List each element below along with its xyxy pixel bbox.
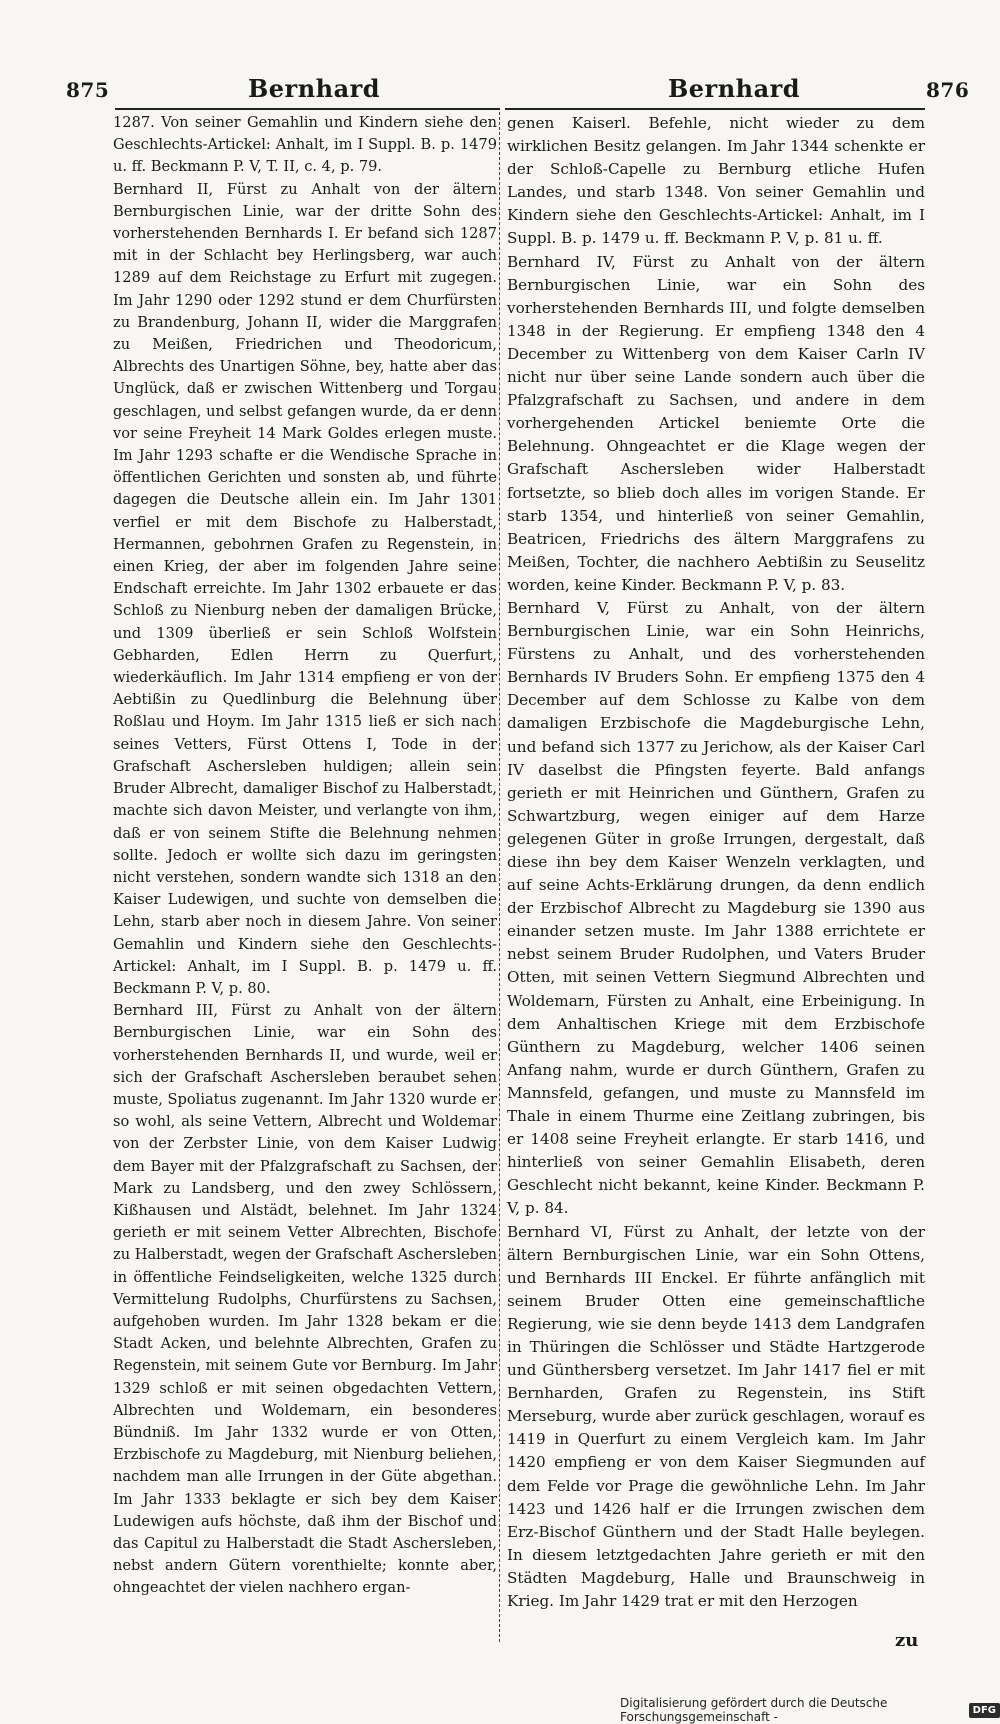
- header-rule-right: [505, 108, 925, 110]
- right-column: [507, 112, 925, 1613]
- entry-bernhard-v: Bernhard V, Fürst zu Anhalt, von der ältern Bernburgischen Linie, war ein Sohn Heinrichs, Fürstens zu Anhalt, und des vorherstehenden Bernhards IV Bruders Sohn. Er empfieng 1375 den 4 December auf dem Schlosse zu Kalbe von dem damaligen Erzbischofe die Magdeburgische Lehn, und befand sich 1377 zu Jerichow, als der Kaiser Carl IV daselbst die Pfingsten feyerte. Bald anfangs gerieth er mit Heinrichen und Günthern, Grafen zu Schwartzburg, wegen einiger auf dem Harze gelegenen Güter in große Irrungen, dergestalt, daß diese ihn bey dem Kaiser Wenzeln verklagten, und auf seine Achts-Erklärung drungen, da denn endlich der Erzbischof Albrecht zu Magdeburg sie 1390 aus einander setzen muste. Im Jahr 1388 errichtete er nebst seinem Bruder Rudolphen, und Vaters Bruder Otten, mit seinen Vettern Siegmund Albrechten und Woldemarn, Fürsten zu Anhalt, eine Erbeinigung. In dem Anhaltischen Kriege mit dem Erzbischofe Günthern zu Magdeburg, welcher 1406 seinen Anfang nahm, wurde er durch Günthern, Grafen zu Mannsfeld, gefangen, und muste zu Mannsfeld im Thale in einem Thurme eine Zeitlang zubringen, bis er 1408 seine Freyheit erlangte. Er starb 1416, und hinterließ von seiner Gemahlin Elisabeth, deren Geschlecht nicht bekannt, keine Kinder. Beckmann P. V, p. 84.: [507, 598, 925, 1218]
- dfg-logo: DFG: [969, 1703, 1000, 1718]
- entry-bernhard-iv: Bernhard IV, Fürst zu Anhalt von der ältern Bernburgischen Linie, war ein Sohn des vorherstehenden Bernhards III, und folgte demselben 1348 in der Regierung. Er empfieng 1348 den 4 December zu Wittenberg von dem Kaiser Carln IV nicht nur über seine Lande sondern auch über die Pfalzgrafschaft zu Sachsen, und andere in dem vorhergehenden Artickel beniemte Orte die Belehnung. Ohngeachtet er die Klage wegen der Grafschaft Aschersleben wider Halberstadt fortsetzte, so blieb doch alles im vorigen Stande. Er starb 1354, und hinterließ von seiner Gemahlin, Beatricen, Friedrichs des ältern Marggrafens zu Meißen, Tochter, die nachhero Aebtißin zu Seuselitz worden, keine Kinder. Beckmann P. V, p. 83.: [507, 252, 925, 594]
- column-separator: [499, 112, 500, 1642]
- entry-bernhard-iii: Bernhard III, Fürst zu Anhalt von der ältern Bernburgischen Linie, war ein Sohn des vorherstehenden Bernhards II, und wurde, weil er sich der Grafschaft Aschersleben beraubet sehen muste, Spoliatus zugenannt. Im Jahr 1320 wurde er so wohl, als seine Vettern, Albrecht und Woldemar von der Zerbster Linie, von dem Kaiser Ludwig dem Bayer mit der Pfalzgrafschaft zu Sachsen, der Mark zu Landsberg, und den zwey Schlössern, Kißhausen und Alstädt, belehnet. Im Jahr 1324 gerieth er mit seinem Vetter Albrechten, Bischofe zu Halberstadt, wegen der Grafschaft Aschersleben in öffentliche Feindseligkeiten, welche 1325 durch Vermittelung Rudolphs, Churfürstens zu Sachsen, aufgehoben wurden. Im Jahr 1328 bekam er die Stadt Acken, und belehnte Albrechten, Grafen zu Regenstein, mit seinem Gute vor Bernburg. Im Jahr 1329 schloß er mit seinen obgedachten Vettern, Albrechten und Woldemarn, ein besonderes Bündniß. Im Jahr 1332 wurde er von Otten, Erzbischofe zu Magdeburg, mit Nienburg beliehen, nachdem man alle Irrungen in der Güte abgethan. Im Jahr 1333 beklagte er sich bey dem Kaiser Ludewigen aufs höchste, daß ihm der Bischof und das Capitul zu Halberstadt die Stadt Aschersleben, nebst andern Gütern vorenthielte; konnte aber, ohngeachtet der vielen nachhero ergan-: [113, 1002, 497, 1597]
- left-column: [113, 112, 497, 1600]
- footer-text: Digitalisierung gefördert durch die Deutsche Forschungsgemeinschaft -: [620, 1696, 888, 1724]
- page-number-right: 876: [926, 78, 970, 102]
- running-head-left: Bernhard: [248, 74, 381, 103]
- paragraph-continuation: genen Kaiserl. Befehle, nicht wieder zu dem wirklichen Besitz gelangen. Im Jahr 1344 schenkte er der Schloß-Capelle zu Bernburg etliche Hufen Landes, und starb 1348. Von seiner Gemahlin und Kindern siehe den Geschlechts-Artickel: Anhalt, im I Suppl. B. p. 1479 u. ff. Beckmann P. V, p. 81 u. ff.: [507, 114, 925, 248]
- page-number-left: 875: [66, 78, 110, 102]
- entry-bernhard-vi: Bernhard VI, Fürst zu Anhalt, der letzte von der ältern Bernburgischen Linie, war ein Sohn Ottens, und Bernhards III Enckel. Er führte anfänglich mit seinem Bruder Otten eine gemeinschaftliche Regierung, wie sie denn beyde 1413 dem Landgrafen in Thüringen die Schlösser und Städte Hartzgerode und Günthersberg versetzet. Im Jahr 1417 fiel er mit Bernharden, Grafen zu Regenstein, ins Stift Merseburg, wurde aber zurück geschlagen, worauf es 1419 in Querfurt zu einem Vergleich kam. Im Jahr 1420 empfieng er von dem Kaiser Siegmunden auf dem Felde vor Prage die gewöhnliche Lehn. Im Jahr 1423 und 1426 half er die Irrungen zwischen dem Erz-Bischof Günthern und der Stadt Halle beylegen. In diesem letztgedachten Jahre gerieth er mit den Städten Magdeburg, Halle und Braunschweig in Krieg. Im Jahr 1429 trat er mit den Herzogen: [507, 1222, 925, 1610]
- running-head-right: Bernhard: [668, 74, 801, 103]
- paragraph-continuation: 1287. Von seiner Gemahlin und Kindern siehe den Geschlechts-Artickel: Anhalt, im I Suppl. B. p. 1479 u. ff. Beckmann P. V, T. II, c. 4, p. 79.: [113, 114, 497, 176]
- header-rule-left: [115, 108, 500, 110]
- entry-bernhard-ii: Bernhard II, Fürst zu Anhalt von der ältern Bernburgischen Linie, war der dritte Sohn des vorherstehenden Bernhards I. Er befand sich 1287 mit in der Schlacht bey Herlingsberg, war auch 1289 auf dem Reichstage zu Erfurt mit zugegen. Im Jahr 1290 oder 1292 stund er dem Churfürsten zu Brandenburg, Johann II, wider die Marggrafen zu Meißen, Friedrichen und Theodoricum, Albrechts des Unartigen Söhne, bey, hatte aber das Unglück, daß er zwischen Wittenberg und Torgau geschlagen, und selbst gefangen wurde, da er denn vor seine Freyheit 14 Mark Goldes erlegen muste. Im Jahr 1293 schafte er die Wendische Sprache in öffentlichen Gerichten und sonsten ab, und führte dagegen die Deutsche allein ein. Im Jahr 1301 verfiel er mit dem Bischofe zu Halberstadt, Hermannen, gebohrnen Grafen zu Regenstein, in einen Krieg, der aber im folgenden Jahre seine Endschaft erreichte. Im Jahr 1302 erbauete er das Schloß zu Nienburg neben der damaligen Brücke, und 1309 überließ er sein Schloß Wolfstein Gebharden, Edlen Herrn zu Querfurt, wiederkäuflich. Im Jahr 1314 empfieng er von der Aebtißin zu Quedlinburg die Belehnung über Roßlau und Hoym. Im Jahr 1315 ließ er sich nach seines Vetters, Fürst Ottens I, Tode in der Grafschaft Aschersleben huldigen; allein sein Bruder Albrecht, damaliger Bischof zu Halberstadt, machte sich davon Meister, und verlangte von ihm, daß er von seinem Stifte die Belehnung nehmen sollte. Jedoch er wollte sich dazu im geringsten nicht verstehen, sondern wandte sich 1318 an den Kaiser Ludewigen, und suchte von demselben die Lehn, starb aber noch in diesem Jahre. Von seiner Gemahlin und Kindern siehe den Geschlechts-Artickel: Anhalt, im I Suppl. B. p. 1479 u. ff. Beckmann P. V, p. 80.: [113, 180, 497, 997]
- catchword: zu: [895, 1630, 919, 1651]
